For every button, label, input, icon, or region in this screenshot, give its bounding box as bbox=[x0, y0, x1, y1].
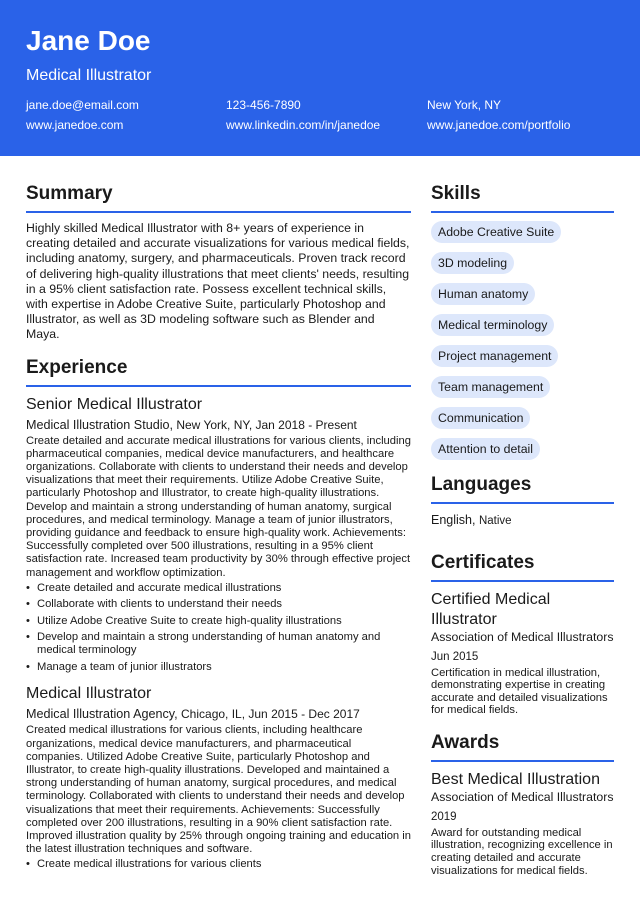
job-company: Medical Illustration Studio, bbox=[26, 417, 173, 432]
job-bullet: • Create detailed and accurate medical illustrations bbox=[26, 582, 411, 595]
job-entry bbox=[26, 684, 411, 871]
skill-chip: 3D modeling bbox=[431, 252, 514, 274]
contact-linkedin[interactable]: www.linkedin.com/in/janedoe bbox=[226, 118, 381, 132]
experience-section bbox=[26, 356, 411, 872]
job-company: Medical Illustration Agency, bbox=[26, 707, 178, 722]
job-meta bbox=[26, 706, 411, 722]
languages-section bbox=[431, 473, 614, 529]
job-title: Senior Medical Illustrator bbox=[26, 395, 203, 413]
language-name: English, bbox=[431, 513, 476, 527]
skill-chip: Medical terminology bbox=[431, 314, 554, 336]
job-details: New York, NY, Jan 2018 - Present bbox=[176, 417, 357, 432]
certificates-heading: Certificates bbox=[431, 551, 614, 582]
language-level: Native bbox=[478, 515, 512, 527]
job-bullet: • Manage a team of junior illustrators bbox=[26, 661, 411, 674]
resume-header bbox=[0, 0, 640, 156]
skills-section bbox=[431, 182, 614, 469]
job-meta bbox=[26, 417, 411, 433]
skill-chip: Team management bbox=[431, 376, 550, 398]
award-description: Award for outstanding medical illustration, recognizing excellence in creating detailed and accurate visualizations for medical fields. bbox=[431, 826, 613, 877]
summary-text: Highly skilled Medical Illustrator with 8+ years of experience in creating detailed and accurate visualizations for various medical fields, including anatomy, surgery, and pharmaceuticals. Proven track record of delivering high-quality illustrations that meet clients' needs, resulting in a 95% client satisfaction rate. Possess excellent technical skills, with expertise in Adobe Creative Suite, particularly Photoshop and Illustrator, as well as 3D modeling software such as Blender and Maya. bbox=[26, 221, 410, 342]
award-title: Best Medical Illustration bbox=[431, 770, 600, 788]
certificate-date: Jun 2015 bbox=[431, 650, 479, 663]
job-bullet: • Develop and maintain a strong understanding of human anatomy and medical terminology bbox=[26, 631, 411, 658]
candidate-name: Jane Doe bbox=[26, 25, 151, 56]
job-bullets bbox=[26, 858, 411, 871]
award-entry bbox=[431, 770, 614, 877]
skill-chip: Project management bbox=[431, 345, 558, 367]
awards-section bbox=[431, 731, 614, 877]
candidate-title: Medical Illustrator bbox=[26, 67, 152, 84]
main-column bbox=[26, 182, 411, 875]
job-details: Chicago, IL, Jun 2015 - Dec 2017 bbox=[181, 707, 360, 722]
skill-chip: Adobe Creative Suite bbox=[431, 221, 561, 243]
job-description: Created medical illustrations for various clients, including healthcare organizations, medical device manufacturers, and pharmaceutical companies. Utilized Adobe Creative Suite, particularly Photoshop and Illustrator, to create high-quality illustrations. Developed and maintained a strong understanding of human anatomy, surgical procedures, and medical terminology. Collaborated with clients to understand their needs and develop visualizations that meet their requirements. Achievements: Successfully completed over 200 illustrations, resulting in a 90% client satisfaction rate. Improved illustration quality by 25% through ongoing training and education in the latest illustration techniques and software. bbox=[26, 724, 411, 856]
skill-chip: Communication bbox=[431, 407, 530, 429]
skills-heading: Skills bbox=[431, 182, 614, 213]
skill-list bbox=[431, 221, 614, 469]
summary-heading: Summary bbox=[26, 182, 411, 213]
experience-heading: Experience bbox=[26, 356, 411, 387]
contact-email[interactable]: jane.doe@email.com bbox=[26, 98, 139, 112]
skill-chip: Attention to detail bbox=[431, 438, 540, 460]
language-entry bbox=[431, 512, 614, 529]
job-description: Create detailed and accurate medical illustrations for various clients, including pharmaceutical companies, medical device manufacturers, and healthcare organizations. Collaborate with clients to understand their needs and develop visualizations that meet their requirements. Utilize Adobe Creative Suite, particularly Photoshop and Illustrator, to create high-quality illustrations. Develop and maintain a strong understanding of human anatomy, surgical procedures, and medical terminology. Manage a team of junior illustrators, providing guidance and feedback to ensure high-quality work. Achievements: Successfully completed over 500 illustrations, resulting in a 95% client satisfaction rate. Increased team productivity by 30% through effective project management and workflow optimization. bbox=[26, 434, 411, 579]
contact-website[interactable]: www.janedoe.com bbox=[26, 118, 124, 132]
summary-section bbox=[26, 182, 411, 343]
job-bullets bbox=[26, 582, 411, 674]
job-bullet: • Collaborate with clients to understand their needs bbox=[26, 598, 411, 611]
contact-portfolio[interactable]: www.janedoe.com/portfolio bbox=[427, 118, 571, 132]
side-column bbox=[431, 182, 614, 877]
certificate-organization: Association of Medical Illustrators bbox=[431, 630, 614, 644]
certificates-section bbox=[431, 551, 614, 717]
award-date: 2019 bbox=[431, 810, 457, 823]
skill-chip: Human anatomy bbox=[431, 283, 535, 305]
award-organization: Association of Medical Illustrators bbox=[431, 790, 614, 805]
languages-heading: Languages bbox=[431, 473, 614, 504]
job-bullet: • Utilize Adobe Creative Suite to create high-quality illustrations bbox=[26, 615, 411, 628]
certificate-entry bbox=[431, 590, 614, 717]
job-bullet: • Create medical illustrations for various clients bbox=[26, 858, 411, 871]
job-title: Medical Illustrator bbox=[26, 685, 152, 703]
contact-phone[interactable]: 123-456-7890 bbox=[226, 98, 301, 112]
job-entry bbox=[26, 395, 411, 675]
certificate-description: Certification in medical illustration, demonstrating expertise in creating accurate and detailed visualizations for medical fields. bbox=[431, 666, 608, 717]
certificate-title: Certified Medical Illustrator bbox=[431, 591, 551, 628]
contact-location: New York, NY bbox=[427, 98, 502, 112]
awards-heading: Awards bbox=[431, 731, 614, 762]
